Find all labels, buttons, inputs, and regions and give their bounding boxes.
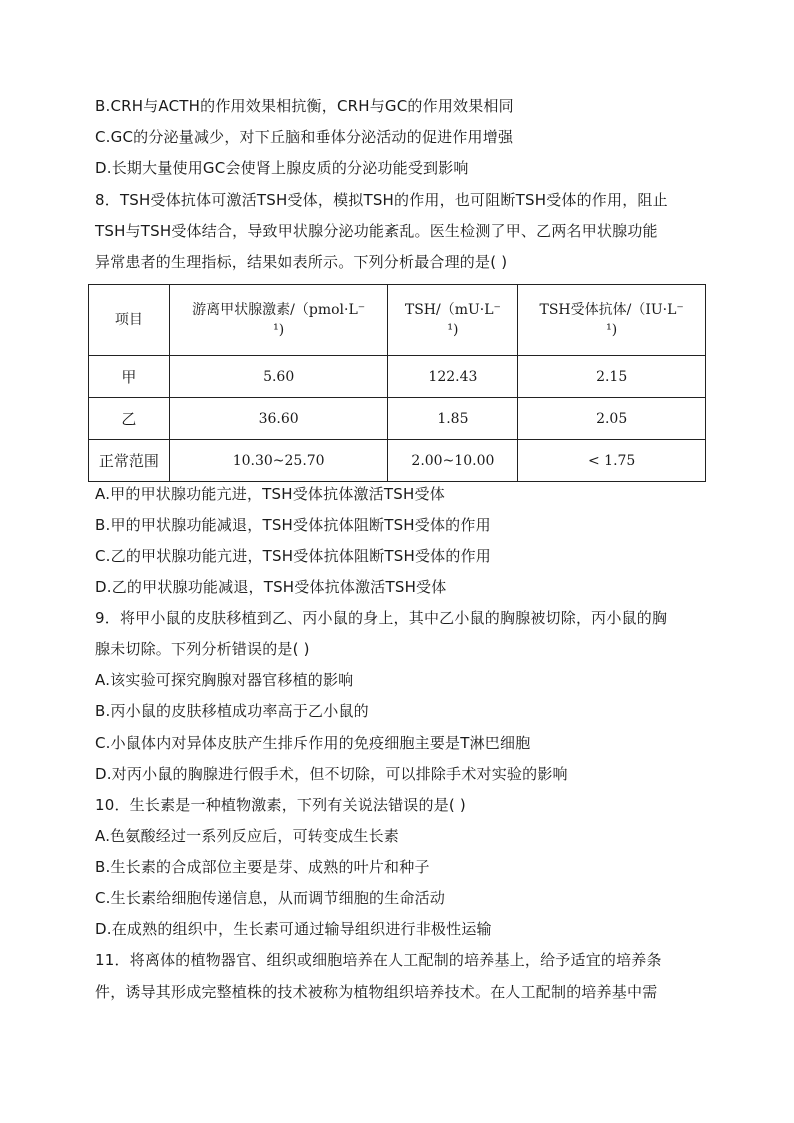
q8-option-b: B.甲的甲状腺功能减退，TSH受体抗体阻断TSH受体的作用 [95,516,491,534]
row-name: 乙 [89,398,170,440]
q8-stem-line-2: TSH与TSH受体结合，导致甲状腺分泌功能紊乱。医生检测了甲、乙两名甲状腺功能 [95,222,658,240]
q7-option-d: D.长期大量使用GC会使肾上腺皮质的分泌功能受到影响 [95,159,469,177]
table-row-jia [89,356,706,398]
table-row-normal-range [89,440,706,482]
q9-option-a: A.该实验可探究胸腺对器官移植的影响 [95,671,354,689]
cell-antibody: 2.15 [518,356,706,398]
q9-option-d: D.对丙小鼠的胸腺进行假手术，但不切除，可以排除手术对实验的影响 [95,765,568,783]
q10-option-a: A.色氨酸经过一系列反应后，可转变成生长素 [95,827,399,845]
cell-antibody: 2.05 [518,398,706,440]
cell-tsh: 122.43 [388,356,518,398]
header-item-label: 项目 [114,312,143,328]
header-free-thyroid-line1: 游离甲状腺激素/（pmol·L⁻ [192,302,366,318]
q11-stem-line-1: 11．将离体的植物器官、组织或细胞培养在人工配制的培养基上，给予适宜的培养条 [95,951,662,969]
cell-thyroid: 36.60 [169,398,388,440]
header-antibody-line1: TSH受体抗体/（IU·L⁻ [539,302,684,318]
q11-stem-line-2: 件，诱导其形成完整植株的技术被称为植物组织培养技术。在人工配制的培养基中需 [95,983,658,1001]
q8-data-table [88,284,706,482]
q8-option-a: A.甲的甲状腺功能亢进，TSH受体抗体激活TSH受体 [95,485,445,503]
q7-option-b: B.CRH与ACTH的作用效果相抗衡，CRH与GC的作用效果相同 [95,97,514,115]
header-antibody-line2: ¹) [606,322,618,338]
header-tsh-line2: ¹) [447,322,459,338]
row-name: 正常范围 [89,440,170,482]
cell-antibody: < 1.75 [518,440,706,482]
q7-option-c: C.GC的分泌量减少，对下丘脑和垂体分泌活动的促进作用增强 [95,128,514,146]
q8-option-d: D.乙的甲状腺功能减退，TSH受体抗体激活TSH受体 [95,578,447,596]
cell-tsh: 2.00~10.00 [388,440,518,482]
cell-thyroid: 10.30~25.70 [169,440,388,482]
q8-stem-line-3: 异常患者的生理指标，结果如表所示。下列分析最合理的是( ) [95,253,508,271]
header-free-thyroid-line2: ¹) [273,322,285,338]
table-row-yi [89,398,706,440]
q10-option-b: B.生长素的合成部位主要是芽、成熟的叶片和种子 [95,858,430,876]
header-item [89,285,170,356]
q8-option-c: C.乙的甲状腺功能亢进，TSH受体抗体阻断TSH受体的作用 [95,547,491,565]
q10-option-c: C.生长素给细胞传递信息，从而调节细胞的生命活动 [95,889,446,907]
header-free-thyroid-hormone [169,285,388,356]
q10-option-d: D.在成熟的组织中，生长素可通过输导组织进行非极性运输 [95,920,492,938]
q9-option-c: C.小鼠体内对异体皮肤产生排斥作用的免疫细胞主要是T淋巴细胞 [95,734,531,752]
cell-tsh: 1.85 [388,398,518,440]
header-tsh-line1: TSH/（mU·L⁻ [404,302,501,318]
header-tsh [388,285,518,356]
q10-stem: 10．生长素是一种植物激素，下列有关说法错误的是( ) [95,796,466,814]
cell-thyroid: 5.60 [169,356,388,398]
q9-stem-line-1: 9．将甲小鼠的皮肤移植到乙、丙小鼠的身上，其中乙小鼠的胸腺被切除，丙小鼠的胸 [95,609,668,627]
row-name: 甲 [89,356,170,398]
q9-option-b: B.丙小鼠的皮肤移植成功率高于乙小鼠的 [95,702,369,720]
table-header-row [89,285,706,356]
q9-stem-line-2: 腺未切除。下列分析错误的是( ) [95,640,310,658]
header-tsh-receptor-antibody [518,285,706,356]
q8-stem-line-1: 8．TSH受体抗体可激活TSH受体，模拟TSH的作用，也可阻断TSH受体的作用，阻止 [95,191,668,209]
